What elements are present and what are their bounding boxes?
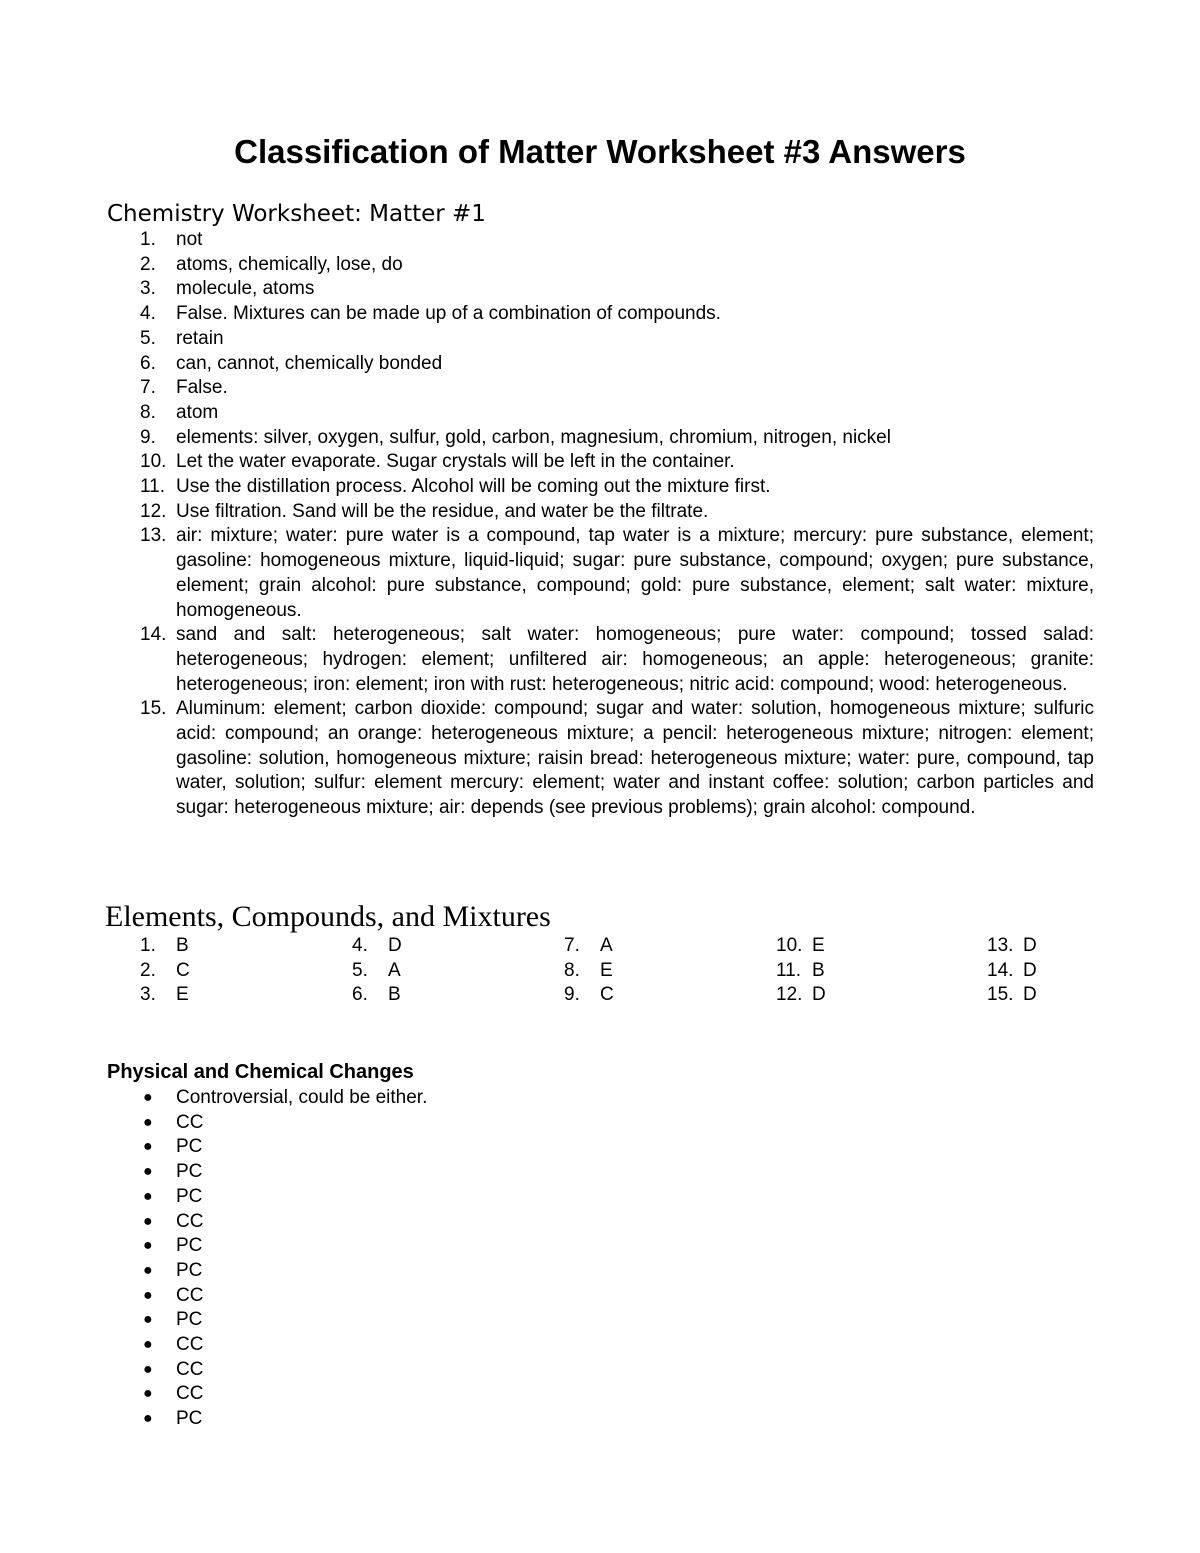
list-item-text: air: mixture; water: pure water is a compound, tap water is a mixture; mercury: pure substance, element; gasoline: homogeneous mixture, liquid-liquid; sugar: pure substance, compound; oxygen; pure substance, element; grain alcohol: pure substance, compound; gold: pure substance, element; salt water: mixture, homogeneous. <box>176 525 1094 621</box>
list-item-text: CC <box>176 1383 204 1405</box>
ecm-answer-letter: D <box>388 935 402 956</box>
list-item <box>107 1333 427 1358</box>
ecm-answer-item <box>564 934 613 959</box>
ecm-answer-number: 5. <box>352 959 368 981</box>
list-item <box>107 1135 427 1160</box>
list-item-number: 7. <box>140 377 156 399</box>
ecm-answer-item <box>140 983 189 1008</box>
ecm-answer-number: 8. <box>564 959 580 981</box>
list-item-number: 6. <box>140 352 156 374</box>
ecm-answer-number: 10. <box>776 935 803 956</box>
ecm-answer-number: 2. <box>140 959 156 981</box>
list-item-number: 9. <box>140 426 156 448</box>
ecm-answer-number: 9. <box>564 984 580 1006</box>
ecm-answer-number: 14. <box>987 959 1014 981</box>
ecm-answer-item <box>776 983 826 1008</box>
list-item-text: False. <box>176 377 228 399</box>
pcc-answer-list <box>107 1086 427 1432</box>
list-item-text: retain <box>176 327 224 349</box>
list-item <box>107 228 1094 253</box>
page-title: Classification of Matter Worksheet #3 Answers <box>234 133 966 170</box>
list-item <box>107 1160 427 1185</box>
pcc-section-heading: Physical and Chemical Changes <box>107 1061 414 1083</box>
bullet-icon: ● <box>143 1212 153 1230</box>
ecm-section-heading: Elements, Compounds, and Mixtures <box>105 900 551 933</box>
bullet-icon: ● <box>143 1237 153 1255</box>
ecm-answer-letter: B <box>388 984 401 1006</box>
ecm-answer-number: 12. <box>776 984 803 1006</box>
ecm-answer-number: 13. <box>987 935 1014 956</box>
list-item-text: Use the distillation process. Alcohol will be coming out the mixture first. <box>176 476 771 498</box>
ecm-answer-letter: D <box>1023 959 1037 981</box>
ecm-answer-number: 15. <box>987 984 1014 1006</box>
list-item <box>107 1382 427 1407</box>
list-item <box>107 253 1094 278</box>
bullet-icon: ● <box>143 1385 153 1403</box>
bullet-icon: ● <box>143 1089 153 1106</box>
ecm-answer-letter: B <box>812 959 825 981</box>
ecm-answer-number: 7. <box>564 935 580 956</box>
bullet-icon: ● <box>143 1360 153 1378</box>
list-item <box>107 426 1094 451</box>
bullet-icon: ● <box>143 1261 153 1279</box>
list-item-number: 1. <box>140 229 156 250</box>
list-item <box>107 450 1094 475</box>
ecm-answer-item <box>776 959 825 984</box>
bullet-icon: ● <box>143 1163 153 1181</box>
bullet-icon: ● <box>143 1113 153 1131</box>
list-item-text: PC <box>176 1235 203 1257</box>
ecm-answer-item <box>140 934 189 959</box>
list-item <box>107 401 1094 426</box>
ecm-answer-letter: D <box>1023 935 1037 956</box>
list-item-text: Use filtration. Sand will be the residue, and water be the filtrate. <box>176 500 709 522</box>
ecm-answer-letter: E <box>812 935 825 956</box>
ecm-answer-item <box>352 959 401 984</box>
list-item-text: CC <box>176 1358 204 1380</box>
list-item <box>107 1308 427 1333</box>
list-item <box>107 376 1094 401</box>
list-item <box>107 1284 427 1309</box>
list-item-text: PC <box>176 1309 203 1331</box>
list-item-text: CC <box>176 1111 204 1133</box>
list-item-text: PC <box>176 1259 203 1281</box>
bullet-icon: ● <box>143 1336 153 1354</box>
list-item-text: Aluminum: element; carbon dioxide: compound; sugar and water: solution, homogeneous mixture; sulfuric acid: compound; an orange: heterogeneous mixture; a pencil: heterogeneous mixture; nitrogen: element; gasoline: solution, homogeneous mixture; raisin bread: heterogeneous mixture; water: pure, compound, tap water, solution; sulfur: element mercury: element; water and instant coffee: solution; carbon particles and sugar: heterogeneous mixture; air: depends (see previous problems); grain alcohol: compound. <box>176 698 1094 819</box>
list-item <box>107 277 1094 302</box>
list-item-number: 13. <box>140 525 167 547</box>
list-item <box>107 1210 427 1235</box>
matter-answer-list <box>107 228 1094 821</box>
list-item-text: CC <box>176 1210 204 1232</box>
list-item-text: not <box>176 229 203 250</box>
list-item-number: 3. <box>140 278 156 300</box>
list-item-text: CC <box>176 1334 204 1356</box>
list-item-text: PC <box>176 1185 203 1207</box>
list-item <box>107 352 1094 377</box>
list-item <box>107 1234 427 1259</box>
list-item-number: 14. <box>140 624 167 646</box>
list-item-number: 12. <box>140 500 167 522</box>
ecm-answer-letter: A <box>388 959 401 981</box>
ecm-answer-item <box>987 959 1037 984</box>
list-item-text: atoms, chemically, lose, do <box>176 253 403 275</box>
bullet-icon: ● <box>143 1286 153 1304</box>
ecm-answer-letter: D <box>812 984 826 1006</box>
ecm-answer-letter: B <box>176 935 189 956</box>
ecm-answer-letter: E <box>176 984 189 1006</box>
list-item-text: PC <box>176 1161 203 1183</box>
ecm-answer-number: 1. <box>140 935 156 956</box>
bullet-icon: ● <box>143 1311 153 1329</box>
ecm-answer-item <box>776 934 825 959</box>
ecm-answer-item <box>352 934 402 959</box>
list-item-text: sand and salt: heterogeneous; salt water: homogeneous; pure water: compound; tossed salad: heterogeneous; hydrogen: element; unfiltered air: homogeneous; an apple: heterogeneous; granite: heterogeneous; iron: element; iron with rust: heterogeneous; nitric acid: compound; wood: heterogeneous. <box>176 624 1094 695</box>
list-item-number: 10. <box>140 451 167 473</box>
ecm-answer-number: 6. <box>352 984 368 1006</box>
ecm-answer-letter: D <box>1023 984 1037 1006</box>
list-item <box>107 524 1094 623</box>
ecm-answer-grid <box>107 934 1107 1014</box>
list-item <box>107 1185 427 1210</box>
list-item <box>107 500 1094 525</box>
ecm-answer-number: 3. <box>140 984 156 1006</box>
list-item <box>107 302 1094 327</box>
ecm-answer-item <box>564 959 613 984</box>
list-item-text: molecule, atoms <box>176 278 315 300</box>
bullet-icon: ● <box>143 1138 153 1156</box>
list-item-text: PC <box>176 1136 203 1158</box>
list-item <box>107 697 1094 821</box>
list-item-text: can, cannot, chemically bonded <box>176 352 443 374</box>
list-item <box>107 623 1094 697</box>
list-item <box>107 1407 427 1432</box>
ecm-answer-item <box>352 983 401 1008</box>
list-item-text: Controversial, could be either. <box>176 1087 428 1108</box>
ecm-answer-letter: A <box>600 935 613 956</box>
ecm-answer-number: 11. <box>776 959 802 981</box>
list-item-number: 4. <box>140 303 156 325</box>
list-item-number: 11. <box>140 476 166 498</box>
list-item-number: 8. <box>140 401 156 423</box>
ecm-answer-letter: C <box>176 959 190 981</box>
list-item <box>107 1086 427 1111</box>
list-item-text: PC <box>176 1408 203 1430</box>
ecm-answer-letter: C <box>600 984 614 1006</box>
list-item <box>107 1358 427 1383</box>
list-item-number: 5. <box>140 327 156 349</box>
ecm-answer-letter: E <box>600 959 613 981</box>
list-item-number: 15. <box>140 698 167 720</box>
ecm-answer-item <box>987 934 1037 959</box>
list-item <box>107 475 1094 500</box>
list-item-text: elements: silver, oxygen, sulfur, gold, carbon, magnesium, chromium, nitrogen, nickel <box>176 426 891 448</box>
list-item-text: False. Mixtures can be made up of a combination of compounds. <box>176 303 721 325</box>
list-item <box>107 1259 427 1284</box>
list-item-number: 2. <box>140 253 156 275</box>
list-item <box>107 327 1094 352</box>
ecm-answer-item <box>564 983 614 1008</box>
ecm-answer-item <box>140 959 190 984</box>
list-item-text: Let the water evaporate. Sugar crystals will be left in the container. <box>176 451 735 473</box>
list-item-text: CC <box>176 1284 204 1306</box>
ecm-answer-item <box>987 983 1037 1008</box>
bullet-icon: ● <box>143 1187 153 1205</box>
matter-section-heading: Chemistry Worksheet: Matter #1 <box>107 201 486 227</box>
bullet-icon: ● <box>143 1410 153 1428</box>
list-item-text: atom <box>176 401 219 423</box>
ecm-answer-number: 4. <box>352 935 368 956</box>
list-item <box>107 1111 427 1136</box>
